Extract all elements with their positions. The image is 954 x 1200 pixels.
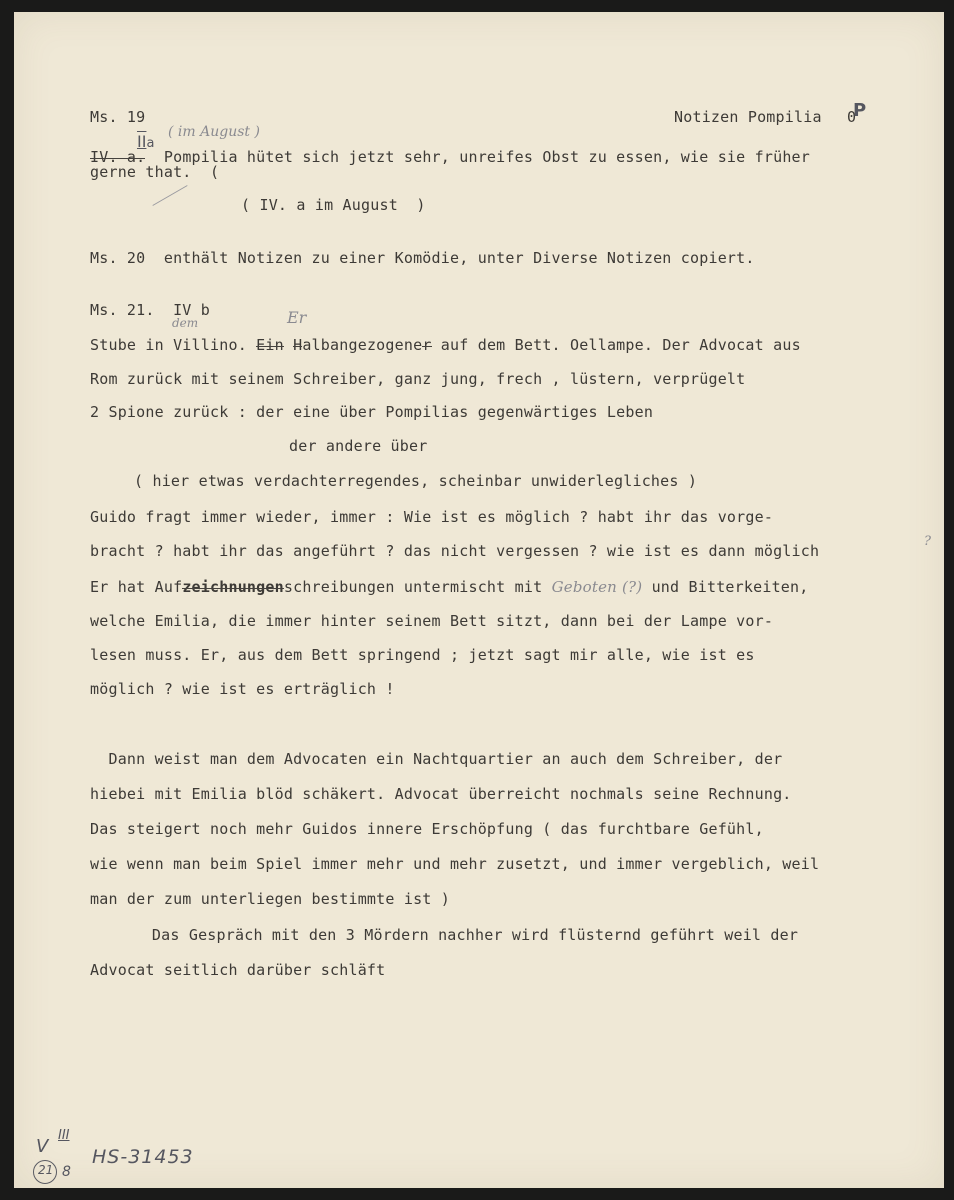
- iv-a-line-1: IV. a. Pompilia hütet sich jetzt sehr, unreifes Obst zu essen, wie sie früher: [90, 148, 811, 166]
- annotation-roman: IIa: [137, 132, 155, 151]
- end-question-mark: ?: [924, 534, 931, 549]
- iv-a-line-3: ( IV. a im August ): [241, 196, 426, 214]
- ms21-heading: Ms. 21. IV b: [90, 301, 210, 319]
- para2-line-1: Dann weist man dem Advocaten ein Nachtquartier an auch dem Schreiber, der: [90, 750, 783, 768]
- ms21-line-3: 2 Spione zurück : der eine über Pompilias gegenwärtiges Leben: [90, 403, 654, 421]
- paper-sheet: [14, 12, 944, 1188]
- above-er: Er: [287, 308, 307, 327]
- para2-line-4: wie wenn man beim Spiel immer mehr und mehr zusetzt, und immer vergeblich, weil: [90, 855, 820, 873]
- ms21-line-9: welche Emilia, die immer hinter seinem Bett sitzt, dann bei der Lampe vor-: [90, 612, 774, 630]
- para2-line-3: Das steigert noch mehr Guidos innere Erschöpfung ( das furchtbare Gefühl,: [90, 820, 764, 838]
- para3-line-1: Das Gespräch mit den 3 Mördern nachher wird flüsternd geführt weil der: [115, 926, 799, 944]
- para3-line-2: Advocat seitlich darüber schläft: [90, 961, 386, 979]
- title-handmark: P: [853, 100, 867, 121]
- para2-line-5: man der zum unterliegen bestimmte ist ): [90, 890, 450, 908]
- ms21-line-8: Er hat Aufzeichnungenschreibungen untermischt mit Geboten (?) und Bitterkeiten,: [90, 578, 809, 596]
- ms-label: Ms. 19: [90, 108, 146, 126]
- ms21-line-1: Stube in Villino. Ein Halbangezogener auf dem Bett. Oellampe. Der Advocat aus: [90, 336, 801, 354]
- archive-small-number: 8: [62, 1164, 71, 1180]
- page-title-mark: 0: [847, 108, 857, 126]
- archive-roman: V: [36, 1136, 49, 1157]
- above-dem: dem: [172, 316, 199, 330]
- archive-signature: HS-31453: [92, 1146, 194, 1168]
- ms21-line-11: möglich ? wie ist es erträglich !: [90, 680, 395, 698]
- para2-line-2: hiebei mit Emilia blöd schäkert. Advocat überreicht nochmals seine Rechnung.: [90, 785, 792, 803]
- ms21-line-4: der andere über: [289, 437, 428, 455]
- iv-a-line-2: gerne that. (: [90, 163, 220, 181]
- ms21-line-2: Rom zurück mit seinem Schreiber, ganz jung, frech , lüstern, verprügelt: [90, 370, 746, 388]
- ms21-line-5: ( hier etwas verdachterregendes, scheinbar unwiderlegliches ): [134, 472, 698, 490]
- archive-roman-small: III: [58, 1128, 70, 1143]
- annotation-im-august: ( im August ): [168, 124, 260, 140]
- ms21-line-10: lesen muss. Er, aus dem Bett springend ; jetzt sagt mir alle, wie ist es: [90, 646, 755, 664]
- ms21-line-6: Guido fragt immer wieder, immer : Wie ist es möglich ? habt ihr das vorge-: [90, 508, 774, 526]
- ms21-line-7: bracht ? habt ihr das angeführt ? das nicht vergessen ? wie ist es dann möglich: [90, 542, 820, 560]
- ms20-line: Ms. 20 enthält Notizen zu einer Komödie, unter Diverse Notizen copiert.: [90, 249, 755, 267]
- archive-circled-number: 21: [38, 1163, 54, 1177]
- page-title: Notizen Pompilia: [674, 108, 822, 126]
